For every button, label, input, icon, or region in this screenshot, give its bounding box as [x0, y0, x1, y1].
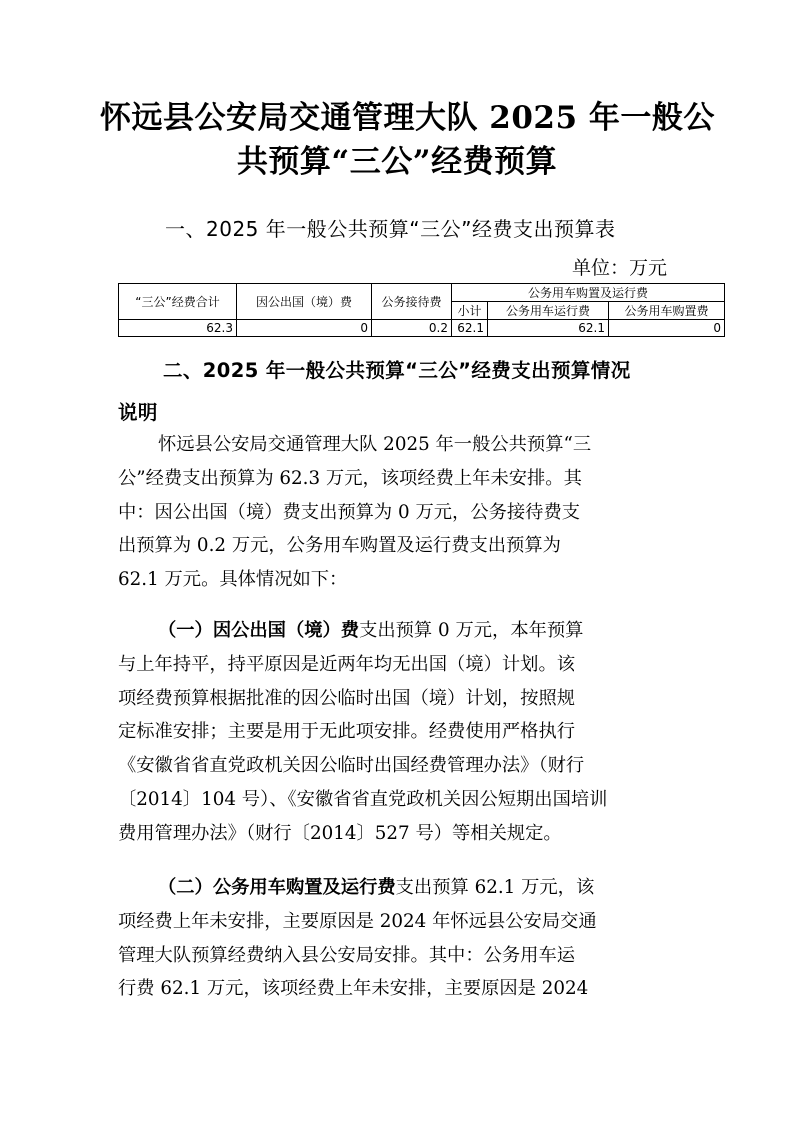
paragraph-line: 费用管理办法》（财行〔2014〕527 号）等相关规定。: [118, 822, 562, 844]
paragraph-line: 《安徽省省直党政机关因公临时出国经费管理办法》（财行: [118, 755, 585, 777]
paragraph-line: 〔2014〕104 号）、《安徽省省直党政机关因公短期出国培训: [118, 788, 608, 810]
section-2-heading-line-2: 说明: [118, 401, 158, 424]
document-title: [100, 96, 715, 184]
value-subtotal: 62.1: [452, 320, 488, 337]
section-2-heading: [118, 350, 676, 434]
header-subtotal: 小计: [452, 302, 488, 320]
paragraph-line: 行费 62.1 万元，该项经费上年未安排，主要原因是 2024: [118, 978, 589, 1000]
paragraph-text: 支出预算 0 万元，本年预算: [359, 620, 584, 641]
unit-label: 单位：万元: [572, 257, 668, 279]
value-vehicle-run: 62.1: [488, 320, 609, 337]
value-abroad: 0: [237, 320, 372, 337]
header-vehicle-group: 公务用车购置及运行费: [452, 284, 725, 302]
title-line-1: 怀远县公安局交通管理大队 2025 年一般公: [100, 100, 715, 136]
vehicle-expense-heading: （二）公务用车购置及运行费: [158, 877, 396, 898]
abroad-expense-paragraph: [118, 614, 678, 851]
paragraph-line: 出预算为 0.2 万元，公务用车购置及运行费支出预算为: [118, 535, 561, 557]
section-2-heading-line-1: 二、2025 年一般公共预算“三公”经费支出预算情况: [163, 359, 631, 382]
paragraph-line: 定标准安排；主要是用于无此项安排。经费使用严格执行: [118, 721, 576, 743]
abroad-expense-heading: （一）因公出国（境）费: [158, 620, 360, 641]
paragraph-line: 管理大队预算经费纳入县公安局安排。其中：公务用车运: [118, 944, 576, 966]
table-header-row: [119, 284, 725, 302]
paragraph-line: 项经费上年未安排，主要原因是 2024 年怀远县公安局交通: [118, 910, 597, 932]
section-1-heading: 一、2025 年一般公共预算“三公”经费支出预算表: [165, 217, 616, 241]
paragraph-line: 中：因公出国（境）费支出预算为 0 万元，公务接待费支: [118, 501, 581, 523]
vehicle-expense-paragraph: [118, 871, 678, 1006]
header-total: “三公”经费合计: [119, 284, 237, 320]
paragraph-line: 公”经费支出预算为 62.3 万元，该项经费上年未安排。其: [118, 467, 582, 489]
paragraph-line: 怀远县公安局交通管理大队 2025 年一般公共预算“三: [158, 434, 592, 455]
paragraph-line: 62.1 万元。具体情况如下：: [118, 569, 348, 591]
paragraph-line: [118, 614, 678, 648]
paragraph-line: 项经费预算根据批准的因公临时出国（境）计划，按照规: [118, 687, 576, 709]
summary-paragraph: [118, 428, 678, 597]
paragraph-text: 支出预算 62.1 万元，该: [395, 877, 595, 898]
title-line-2: 共预算“三公”经费预算: [236, 144, 558, 180]
table-row: [119, 320, 725, 337]
header-reception: 公务接待费: [372, 284, 452, 320]
value-reception: 0.2: [372, 320, 452, 337]
header-vehicle-run: 公务用车运行费: [488, 302, 609, 320]
header-abroad: 因公出国（境）费: [237, 284, 372, 320]
header-vehicle-purchase: 公务用车购置费: [609, 302, 725, 320]
paragraph-line: 与上年持平，持平原因是近两年均无出国（境）计划。该: [118, 653, 576, 675]
value-vehicle-purchase: 0: [609, 320, 725, 337]
value-total: 62.3: [119, 320, 237, 337]
paragraph-line: [118, 871, 678, 905]
budget-table: [118, 283, 725, 337]
